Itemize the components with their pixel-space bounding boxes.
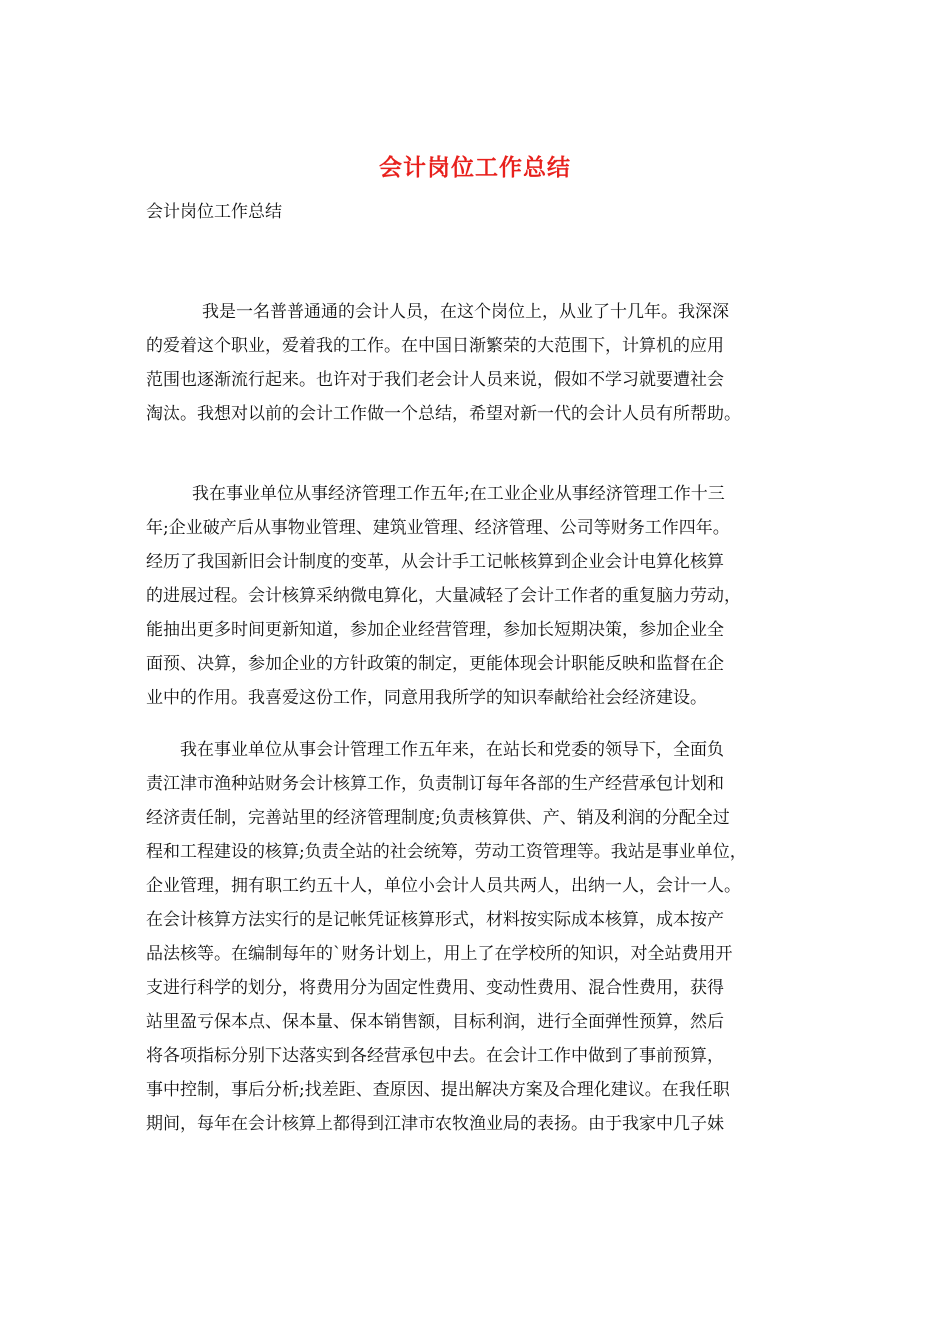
paragraph-line: 年;企业破产后从事物业管理、建筑业管理、经济管理、公司等财务工作四年。 [146,518,730,538]
paragraph-line: 支进行科学的划分，将费用分为固定性费用、变动性费用、混合性费用，获得 [146,978,724,998]
paragraph-2 [146,478,808,716]
paragraph-3 [146,734,808,1142]
paragraph-line: 我在事业单位从事会计管理工作五年来，在站长和党委的领导下，全面负 [180,740,724,760]
paragraph-line: 期间，每年在会计核算上都得到江津市农牧渔业局的表扬。由于我家中几子妹 [146,1114,724,1134]
paragraph-line: 的爱着这个职业，爱着我的工作。在中国日渐繁荣的大范围下，计算机的应用 [146,336,724,356]
paragraph-line: 责江津市渔种站财务会计核算工作，负责制订每年各部的生产经营承包计划和 [146,774,724,794]
paragraph-1 [146,296,808,432]
paragraph-line: 能抽出更多时间更新知道，参加企业经营管理，参加长短期决策，参加企业全 [146,620,724,640]
document-title: 会计岗位工作总结 [379,154,571,181]
paragraph-line: 淘汰。我想对以前的会计工作做一个总结，希望对新一代的会计人员有所帮助。 [146,404,741,424]
paragraph-line: 我在事业单位从事经济管理工作五年;在工业企业从事经济管理工作十三 [192,484,725,504]
paragraph-line: 企业管理，拥有职工约五十人，单位小会计人员共两人，出纳一人，会计一人。 [146,876,741,896]
paragraph-line: 站里盈亏保本点、保本量、保本销售额，目标利润，进行全面弹性预算，然后 [146,1012,724,1032]
paragraph-line: 将各项指标分别下达落实到各经营承包中去。在会计工作中做到了事前预算， [146,1046,724,1066]
paragraph-line: 在会计核算方法实行的是记帐凭证核算形式，材料按实际成本核算，成本按产 [146,910,724,930]
document-subtitle: 会计岗位工作总结 [146,202,282,222]
paragraph-line: 范围也逐渐流行起来。也许对于我们老会计人员来说，假如不学习就要遭社会 [146,370,724,390]
paragraph-line: 经济责任制，完善站里的经济管理制度;负责核算供、产、销及利润的分配全过 [146,808,730,828]
paragraph-line: 业中的作用。我喜爱这份工作，同意用我所学的知识奉献给社会经济建设。 [146,688,707,708]
paragraph-line: 品法核等。在编制每年的`财务计划上，用上了在学校所的知识，对全站费用开 [146,944,733,964]
paragraph-line: 程和工程建设的核算;负责全站的社会统筹，劳动工资管理等。我站是事业单位， [146,842,747,862]
paragraph-line: 我是一名普普通通的会计人员，在这个岗位上，从业了十几年。我深深 [202,302,729,322]
paragraph-line: 事中控制，事后分析;找差距、查原因、提出解决方案及合理化建议。在我任职 [146,1080,730,1100]
paragraph-line: 的进展过程。会计核算采纳微电算化，大量减轻了会计工作者的重复脑力劳动， [146,586,741,606]
paragraph-line: 面预、决算，参加企业的方针政策的制定，更能体现会计职能反映和监督在企 [146,654,724,674]
paragraph-line: 经历了我国新旧会计制度的变革，从会计手工记帐核算到企业会计电算化核算 [146,552,724,572]
